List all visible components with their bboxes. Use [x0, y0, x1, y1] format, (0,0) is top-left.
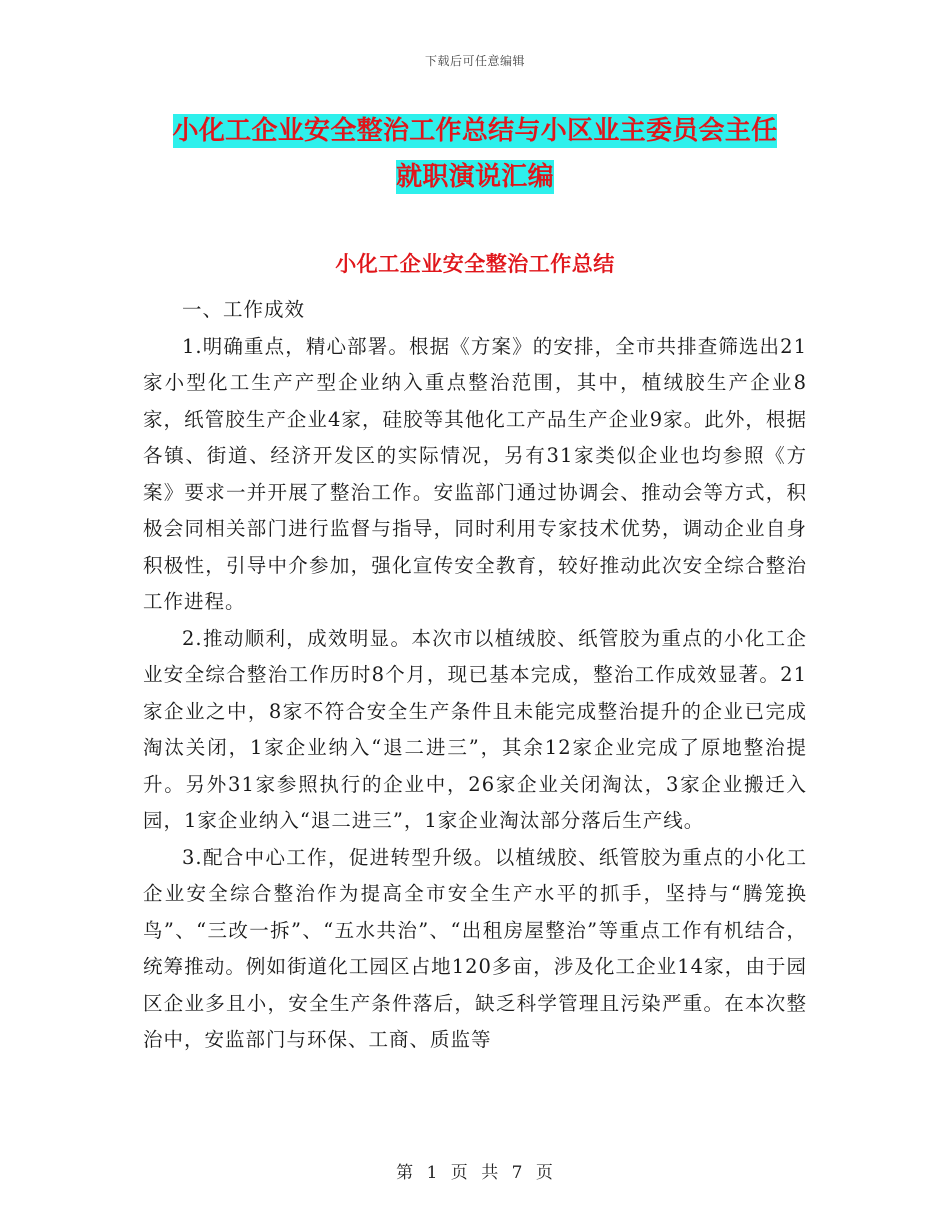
document-title-line-2: 就职演说汇编	[396, 162, 554, 192]
footer-prefix: 第	[396, 1163, 415, 1183]
section-title: 小化工企业安全整治工作总结	[335, 251, 615, 276]
paragraph: 2.推动顺利，成效明显。本次市以植绒胶、纸管胶为重点的小化工企业安全综合整治工作历时8个月，现已基本完成，整治工作成效显著。21家企业之中，8家不符合安全生产条件且未能完成整治提升的企业已完成淘汰关闭，1家企业纳入“退二进三”，其余12家企业完成了原地整治提升。另外31家参照执行的企业中，26家企业关闭淘汰，3家企业搬迁入园，1家企业纳入“退二进三”，1家企业淘汰部分落后生产线。	[143, 626, 807, 832]
paragraph: 3.配合中心工作，促进转型升级。以植绒胶、纸管胶为重点的小化工企业安全综合整治作为提高全市安全生产水平的抓手，坚持与“腾笼换鸟”、“三改一拆”、“五水共治”、“出租房屋整治”等重点工作有机结合，统筹推动。例如街道化工园区占地120多亩，涉及化工企业14家，由于园区企业多且小，安全生产条件落后，缺乏科学管理且污染严重。在本次整治中，安监部门与环保、工商、质监等	[143, 845, 807, 1051]
body-text	[143, 292, 807, 1059]
page-footer	[0, 1158, 950, 1183]
footer-page-number: 1	[426, 1163, 439, 1183]
document-title	[140, 108, 810, 200]
header-note: 下载后可任意编辑	[424, 54, 525, 68]
footer-total-pages: 7	[511, 1163, 524, 1183]
footer-page-label: 页	[450, 1163, 469, 1183]
footer-total-label: 共	[481, 1163, 500, 1183]
document-title-line-1: 小化工企业安全整治工作总结与小区业主委员会主任	[172, 116, 778, 146]
paragraph: 1.明确重点，精心部署。根据《方案》的安排，全市共排查筛选出21家小型化工生产产型企业纳入重点整治范围，其中，植绒胶生产企业8家，纸管胶生产企业4家，硅胶等其他化工产品生产企业9家。此外，根据各镇、街道、经济开发区的实际情况，另有31家类似企业也均参照《方案》要求一并开展了整治工作。安监部门通过协调会、推动会等方式，积极会同相关部门进行监督与指导，同时利用专家技术优势，调动企业自身积极性，引导中介参加，强化宣传安全教育，较好推动此次安全综合整治工作进程。	[143, 334, 807, 613]
paragraph-heading: 一、工作成效	[182, 298, 306, 321]
footer-suffix: 页	[535, 1163, 554, 1183]
